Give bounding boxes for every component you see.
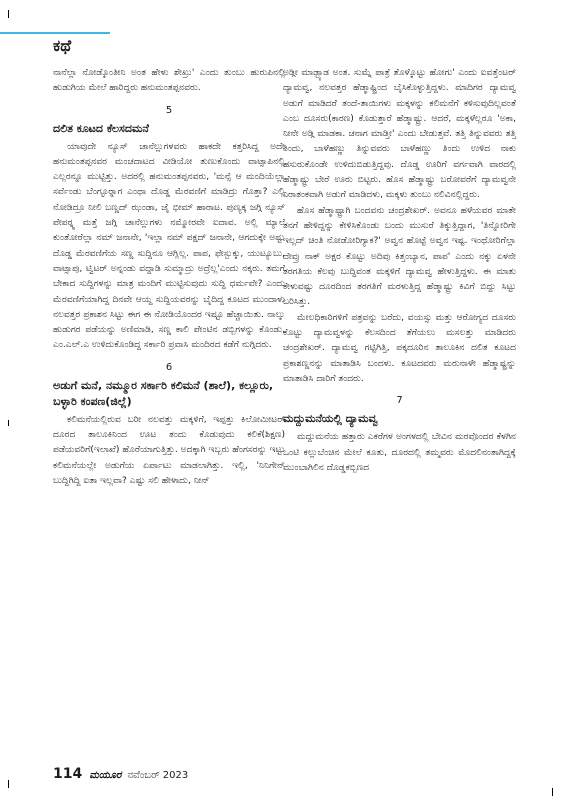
chapter-number: 7 <box>396 395 403 407</box>
crop-mark-top-left <box>8 10 9 18</box>
magazine-name: ಮಯೂರ <box>89 770 122 781</box>
chapter-number: 5 <box>165 104 173 116</box>
crop-mark-left-middle <box>8 420 9 426</box>
paragraph: ಮೇಲಧಿಕಾರಿಗಳಿಗೆ ಪತ್ರವನ್ನು ಬರೆದು, ವಯಸ್ಸು ಮತ್ತು ಆರೋಗ್ಯದ ದೂಸರು ಕೊಟ್ಟು ದ್ಯಾಮವ್ವಳನ್ನು ಕೆಲಸದಿಂದ ತೆಗೆಯಲು ಮಸಲತ್ತು ಮಾಡಿದರು ಚಂದ್ರಶೇಖರ್. ದ್ಯಾಮವ್ವ ಗಟ್ಟಿಗಿತ್ತಿ, ಪಕ್ಕದೂರಿನ ತಾಲೂಕಿನ ದಲಿತ ಕೂಟದ ಪ್ರಕಾಶಣ್ಣನನ್ನು ಮಾತಾಡಿಸಿ ಬಂದಳು. ಕೂಟದವರು ಮರುನಾಳೇ ಹೆಡ್ಮಾಷ್ಟ್ರನ್ನು ಮಾತಾಡಿಸಿ ದಾರಿಗೆ ತಂದರು. <box>283 312 516 384</box>
chapter-subheading: ದಲಿತ ಕೂಟದ ಕೆಲಸದಮನೆ <box>53 121 149 135</box>
paragraph: ಕಲಿಮನೆಯಲ್ಲಿರುವ ಬರೀ ನಲವತ್ತು ಮಕ್ಕಳಿಗೆ, ಇಪ್ಪತ್ತು ಕಿಲೋಮೀಟರ್ ದೂರದ ತಾಲೂಕಿನಿಂದ ಊಟ ತಂದು ಕೊಡುವುದು ಕಲಿಕೆ(ಶಿಕ್ಷಣ) ಪಡೆಯವರಿಗೆ(ಇಲಾಖೆ) ಹೊರೆಯಾಗುತ್ತಿತ್ತು. ಅದಕ್ಕಾಗಿ ಇಬ್ಬರು ಹೆಂಗಸರನ್ನು ಇಟ್ಟು ಕಲಿಮನೆಯಲ್ಲೇ ಅಡುಗೆಯ ಏರ್ಪಾಟು ಮಾಡಲಾಗಿತ್ತು. ಇಲ್ಲಿ, 'ನಿನಿಗೇನ್ ಬುದ್ದಿಗಿದ್ದಿ ಐತಾ ಇಲ್ಲವಾ? ಎಷ್ಟು ಸಲಿ ಹೇಳಾದು, ನೀನ್ <box>53 414 285 486</box>
chapter-subheading: ಅಡುಗೆ ಮನೆ, ನಮ್ಮೂರ ಸರ್ಕಾರಿ ಕಲಿಮನೆ (ಶಾಲೆ), ಕಲ್ಲೂರು, ಬಳ್ಳಾರಿ ಕಂಪಣ(ಜಿಲ್ಲೆ) <box>53 378 273 408</box>
right-column <box>283 66 516 476</box>
paragraph: ಯಾವುದೇ ನ್ಯೂಸ್ ಚಾನೆಲ್ಲುಗಳವರು ಹಾಕದೇ ಕತ್ತರಿಸಿದ್ದ ಅದೇ ಹನುಮಂತಪ್ಪನವರ ಮಂಚದಾಟದ ವೀಡಿಯೋ ತುಣುಕೊಂದು ವಾಟ್ಸಾಪಿನಲ್ಲಿ ಎಲ್ಲರನ್ನೂ ಮುಟ್ಟಿತ್ತು. ಅದರಲ್ಲಿ ಹನುಮಂತಪ್ಪನವರು, 'ಮನ್ಸೆ ಆ ಮಂದಿಯೆಲ್ಲಾ ಸರ್ವೆಂಡು ಬೆಂಗ್ಳೂರ್‍ನಾಗ ಎಂಥಾ ದೊಡ್ಡ ಮೆರವಣಿಗೆ ಮಾಡಿದ್ರು ಗೊತ್ತಾ? ಎಲ್ಲಿ ನೋಡಿದ್ರೂ ನೀಲಿ ಬಣ್ಣದ್ ಝಂಡಾ, ಜೈ ಭೀಮ್ ಹಾರಾಟ. ಪುಣ್ಯಕ್ಕ ಜಗ್ಗಿ ನ್ಯೂಸ್ ಪೇಪರ್‍ನ್ನ ಮತ್ತೆ ಜಗ್ಗಿ ಚಾನೆಲ್ಲುಗಳು ನಮ್ಮೋರವೇ ಐದಾವ. ಅಲ್ಲಿ ಮ್ಯಾಲೆ ಕುಂತೋರೆಲ್ಲಾ ನಮ್ ಜನಾನೇ, 'ಇಲ್ಲಾ ನಮ್ ಪಕ್ಷದ್ ಜನಾನೇ, ಆಗದುಕ್ಕೇ ಅಷ್ಟು ದೊಡ್ಡ ಮೆರವಣಿಗೆಯ ಸಣ್ಣ ಸುದ್ದಿನೂ ಆಗ್ಲಿಲ್ಲ. ಪಾಪ, ಫೇಸ್ಬುಕ್ಕು, ಯುಟ್ಯೂಬು, ವಾಟ್ಸಾಪು, ಟ್ವಿಟರ್ ಅನ್ನಂಡು ವದ್ದಾಡಿ ಸುಮ್ಮಾದ್ರು ಅದ್ರೆಲ್ಲ'ಎಂದು ನಕ್ಕರು. ತಮಗೆ ಬೇಕಾದ ಸುದ್ದಿಗಳನ್ನು ಮಾತ್ರ ಮಂದಿಗೆ ಮುಟ್ಟಿಸುವುದು ಸುದ್ದಿ ಧರ್ಮವೇ? ಎಂದು ಮೆರವಣಿಗೆಯಾಗಿದ್ದ ದಿನವೇ ಆಯ್ದ ಸುದ್ದಿಯವರನ್ನು ಬೈದಿದ್ದ ಕೂಟದ ಮುಂದಾಳು ನಲವತ್ತರ ಪ್ರಕಾಶನ ಸಿಟ್ಟು ಈಗ ಈ ನೋಡಿಯೊಂದರ ಇಷ್ಟೂ ಹೆಚ್ಚಾಯಿತು. ನಾಲ್ಕು ಹುಡುಗರ ಪಡೆಯನ್ನು ಅಣಿಮಾಡಿ, ಸಣ್ಣ ಕಾಲಿ ಪೇಂಟಿನ ಡಬ್ಬಿಗಳನ್ನು ಕೊಂಡು, ಎಂ.ಎಲ್.ಎ ಉಳಿದುಕೊಂಡಿದ್ದ ಸರ್ಕಾರಿ ಪ್ರವಾಸಿ ಮಂದಿರದ ಕಡೆಗೆ ನುಗ್ಗಿದರು. <box>53 141 285 351</box>
chapter-subheading: ಮದ್ದುಮನೆಯಲ್ಲಿ ದ್ಯಾಮವ್ವ <box>283 412 378 426</box>
crop-mark-bottom-left <box>8 780 9 788</box>
paragraph: ಅಡ್ಗೀ ಮಾಡ್ಬ್ಯಾಡ ಅಂತ. ಸುಮ್ನೆ ಪಾತ್ರೆ ತೊಳ್ಕೊಟ್ಟು ಹೋಗು' ಎಂದು ಐವತ್ತೆಂಟರ್ ದ್ಯಾಮವ್ವ, ನಲವತ್ತರ ಹೆಡ್ಮಾಷ್ಟ್ರಿಂದ ಬೈಸಿಕೊಳ್ಳುತ್ತಿದ್ದಳು. ಮಾದಿಗರ ದ್ಯಾಮವ್ವ ಅಡುಗೆ ಮಾಡಿದರೆ ತಂದೆ-ತಾಯಿಗಳು ಮಕ್ಕಳನ್ನು ಕಲಿಮನೆಗೆ ಕಳಿಸುವುದಿಲ್ಲವಂತೆ ಎಂಬ ದೂಸರು(ಕಾರಣ) ಕೊಡುತ್ತಾರೆ ಹೆಡ್ಮಾಷ್ಟ್ರು. ಆದರೆ, ಮಕ್ಕಳೆಲ್ಲರೂ 'ಅಕಾ, ನೀನೇ ಅಡ್ಗಿ ಮಾಡಕಾ. ಚನಾಗ ಮಾಡ್ತೀ' ಎಂದು ಬೇಡುತ್ತವೆ. ತತ್ತಿ ತಿನ್ನುವವರು ತತ್ತಿ ತಿಂದು, ಬಾಳೆಹಣ್ಣು ತಿನ್ನುವವರು ಬಾಳೆಹಣ್ಣು ತಿಂದು ಉಳಿದ ನಾಕು ಹಸುರುಕೊಂಡೇ ಉಳಿದುಬಿಡುತ್ತಿದ್ದವು. ದೊಡ್ಡ ಊರಿಗೆ ವರ್ಗವಾಗಿ ವಾರದಲ್ಲಿ ಹೆಡ್ಮಾಷ್ಟ್ರು ಬೇರೆ ಊರು ಬಿಟ್ಟರು. ಹೊಸ ಹೆಡ್ಮಾಷ್ಟ್ರು ಬರೋವರೆಗೆ ದ್ಯಾಮವ್ವನೇ ನಿರಾತಂಕವಾಗಿ ಅಡುಗೆ ಮಾಡಿದಳು, ಮಕ್ಕಳು ತುಂಬು ನಲಿವಿನಲ್ಲಿದ್ದರು. <box>283 68 516 201</box>
left-column <box>53 66 285 489</box>
section-name: ಕಥೆ <box>53 36 72 55</box>
paragraph: ಮದ್ದುಮನೆಯ ಹತ್ತಾರು ಎಕರೆಗಳ ಅಂಗಳದಲ್ಲಿ ಬೇವಿನ ಮರವೊಂದರ ಕೆಳಗಿನ ಒಂಟಿ ಕಲ್ಲುಬೆಂಚಿನ ಮೇಲೆ ಕೂತು, ದೂರದಲ್ಲಿ ತಮ್ಮವರು ಮೊದಲಿನಂತಾಗಿದ್ದಕ್ಕೆ ಮುಂಬಾಗಿಲಿನ ದೊಡ್ಡಕಬ್ಬಿಣದ <box>283 432 516 473</box>
chapter-number: 6 <box>165 361 173 373</box>
page-footer <box>53 764 303 784</box>
page-number: 114 <box>53 766 83 782</box>
issue-date: ನವೆಂಬರ್ 2023 <box>127 770 189 781</box>
paragraph: ನಾನೆಲ್ಲಾ ನೋಡ್ಕೊಂತೀನಿ ಅಂತ ಹೇಳು ಶೇಖ್ರು' ಎಂದು ತುಂಬು ಹುರುಪಿನಲ್ಲಿ ಹುಡುಗಿಯ ಮೇಲೆ ಹಾರಿದ್ದರು ಹನುಮಂತಪ್ಪನವರು. <box>53 68 285 94</box>
paragraph: ಹೊಸ ಹೆಡ್ಮಾಷ್ಟ್ರಾಗಿ ಬಂದವನು ಚಂದ್ರಶೇಖರ್. ಅವನೂ ಹಳೆಯವರ ಮಾತೇ ತನಗೆ ಹೇಳಿದ್ದನ್ನು ಕೇಳಿಸಿಕೊಂಡು ಬಂದು ಮುಸುರೆ ತಿಕ್ಕುತ್ತಿದ್ದಾಗ, 'ತಿನ್ನೋರಿಗೇ ಇಲ್ಲದ್ ಚಿಂತಿ ನೋಡೋರಿಗ್ಯಾಕ?' ಅವ್ವನ ಹೊಟ್ಟೆ ಅವ್ವನ ಇಷ್ಟ. ಇಂಥೋರಿಗೆಲ್ಲಾ ದೇವ್ರು ನಾಕ್ ಅಕ್ಷರ ಕೊಟ್ಟು ಅದಿವು ಕಿತ್ತಂಬ್ಯಾನ, ಪಾಪ' ಎಂದು ನಕ್ಕು ಏಳನೇ ತರಗತಿಯ ಕೆಲವು ಬುದ್ಧಿವಂತ ಮಕ್ಕಳಿಗೆ ದ್ಯಾಮವ್ವ ಹೇಳುತ್ತಿದ್ದಳು. ಈ ಮಾತು ಕೇಳುವಷ್ಟು ದೂರದಿಂದ ತರಗತಿಗೆ ಮರಳುತ್ತಿದ್ದ ಹೆಡ್ಮಾಷ್ಟ್ರು ಕಿವಿಗೆ ಬಿದ್ದು ಸಿಟ್ಟು ಬರಿಸಿತ್ತು. <box>283 205 516 308</box>
crop-mark-bottom-right <box>552 788 553 796</box>
